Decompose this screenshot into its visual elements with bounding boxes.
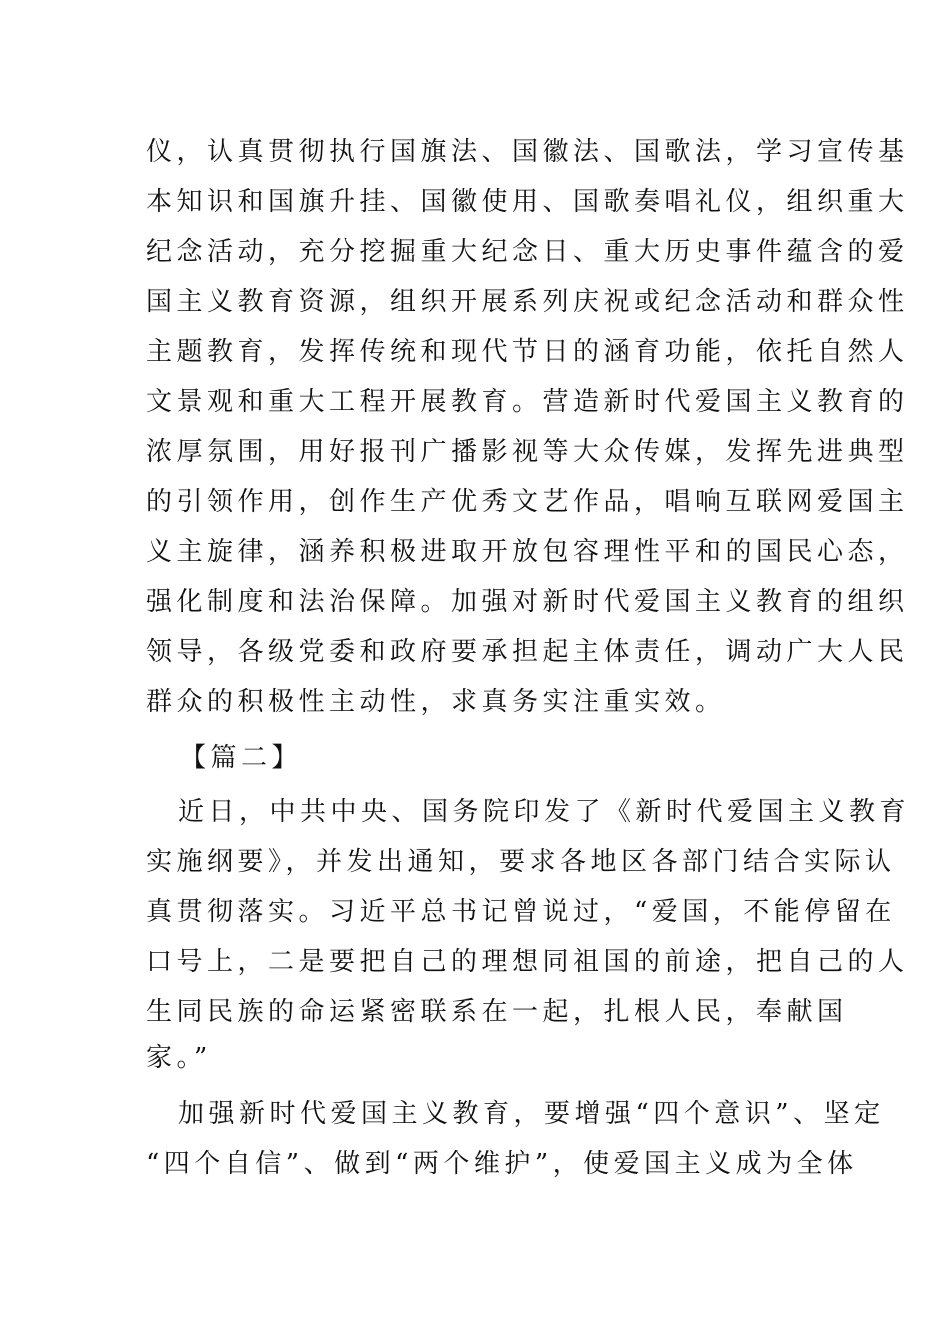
text-line: 义主旋律，涵养积极进取开放包容理性平和的国民心态，	[146, 537, 909, 567]
text-line: 群众的积极性主动性，求真务实注重实效。	[146, 687, 726, 717]
section-heading: 【篇二】	[180, 743, 303, 773]
text-line: 本知识和国旗升挂、国徽使用、国歌奏唱礼仪，组织重大	[146, 187, 909, 217]
text-line: 加强新时代爱国主义教育，要增强“四个意识”、坚定	[178, 1099, 885, 1129]
text-line: 主题教育，发挥传统和现代节日的涵育功能，依托自然人	[146, 337, 909, 367]
text-line: 的引领作用，创作生产优秀文艺作品，唱响互联网爱国主	[146, 487, 909, 517]
text-line: “四个自信”、做到“两个维护”，使爱国主义成为全体	[146, 1149, 858, 1179]
text-line: 口号上，二是要把自己的理想同祖国的前途，把自己的人	[146, 947, 909, 977]
text-line: 文景观和重大工程开展教育。营造新时代爱国主义教育的	[146, 387, 909, 417]
text-line: 浓厚氛围，用好报刊广播影视等大众传媒，发挥先进典型	[146, 437, 909, 467]
text-line: 仪，认真贯彻执行国旗法、国徽法、国歌法，学习宣传基	[146, 137, 909, 167]
text-line: 纪念活动，充分挖掘重大纪念日、重大历史事件蕴含的爱	[146, 237, 909, 267]
text-line: 真贯彻落实。习近平总书记曾说过，“爱国，不能停留在	[146, 897, 896, 927]
text-line: 家。”	[146, 1043, 212, 1073]
text-line: 近日，中共中央、国务院印发了《新时代爱国主义教育	[178, 797, 911, 827]
text-line: 强化制度和法治保障。加强对新时代爱国主义教育的组织	[146, 587, 909, 617]
text-line: 实施纲要》，并发出通知，要求各地区各部门结合实际认	[146, 847, 896, 877]
text-line: 生同民族的命运紧密联系在一起，扎根人民，奉献国	[146, 997, 848, 1027]
text-line: 国主义教育资源，组织开展系列庆祝或纪念活动和群众性	[146, 287, 909, 317]
text-line: 领导，各级党委和政府要承担起主体责任，调动广大人民	[146, 637, 909, 667]
